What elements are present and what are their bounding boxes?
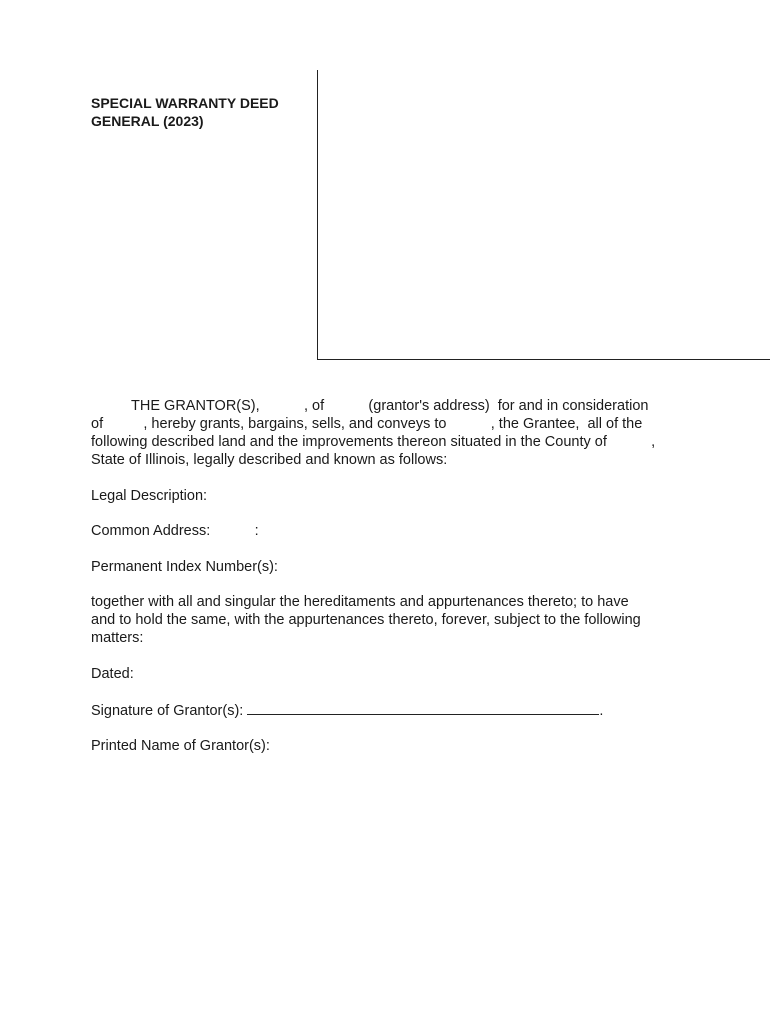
title-line-2: GENERAL (2023) [91, 113, 204, 129]
together-paragraph-line-3: matters: [91, 630, 144, 646]
together-paragraph-line-1: together with all and singular the hereditaments and appurtenances thereto; to have [91, 594, 629, 610]
together-paragraph-line-2: and to hold the same, with the appurtenances thereto, forever, subject to the following [91, 612, 641, 628]
title-line-1: SPECIAL WARRANTY DEED [91, 95, 279, 111]
grantor-paragraph-line-4: State of Illinois, legally described and known as follows: [91, 452, 448, 468]
grantor-paragraph-line-3: following described land and the improvements thereon situated in the County of , [91, 434, 656, 450]
signature-end: . [599, 703, 604, 719]
common-address-label: Common Address: : [91, 523, 259, 539]
grantor-paragraph-line-1: THE GRANTOR(S), , of (grantor's address) for and in consideration [91, 398, 649, 414]
dated-label: Dated: [91, 666, 134, 682]
legal-description-label: Legal Description: [91, 488, 208, 504]
signature-line[interactable] [247, 701, 599, 715]
document-title [91, 94, 279, 130]
recorder-stamp-box [317, 70, 770, 360]
signature-row [91, 701, 603, 720]
pin-label: Permanent Index Number(s): [91, 559, 278, 575]
printed-name-label: Printed Name of Grantor(s): [91, 738, 270, 754]
signature-label: Signature of Grantor(s): [91, 703, 244, 719]
grantor-paragraph-line-2: of , hereby grants, bargains, sells, and conveys to , the Grantee, all of the [91, 416, 643, 432]
